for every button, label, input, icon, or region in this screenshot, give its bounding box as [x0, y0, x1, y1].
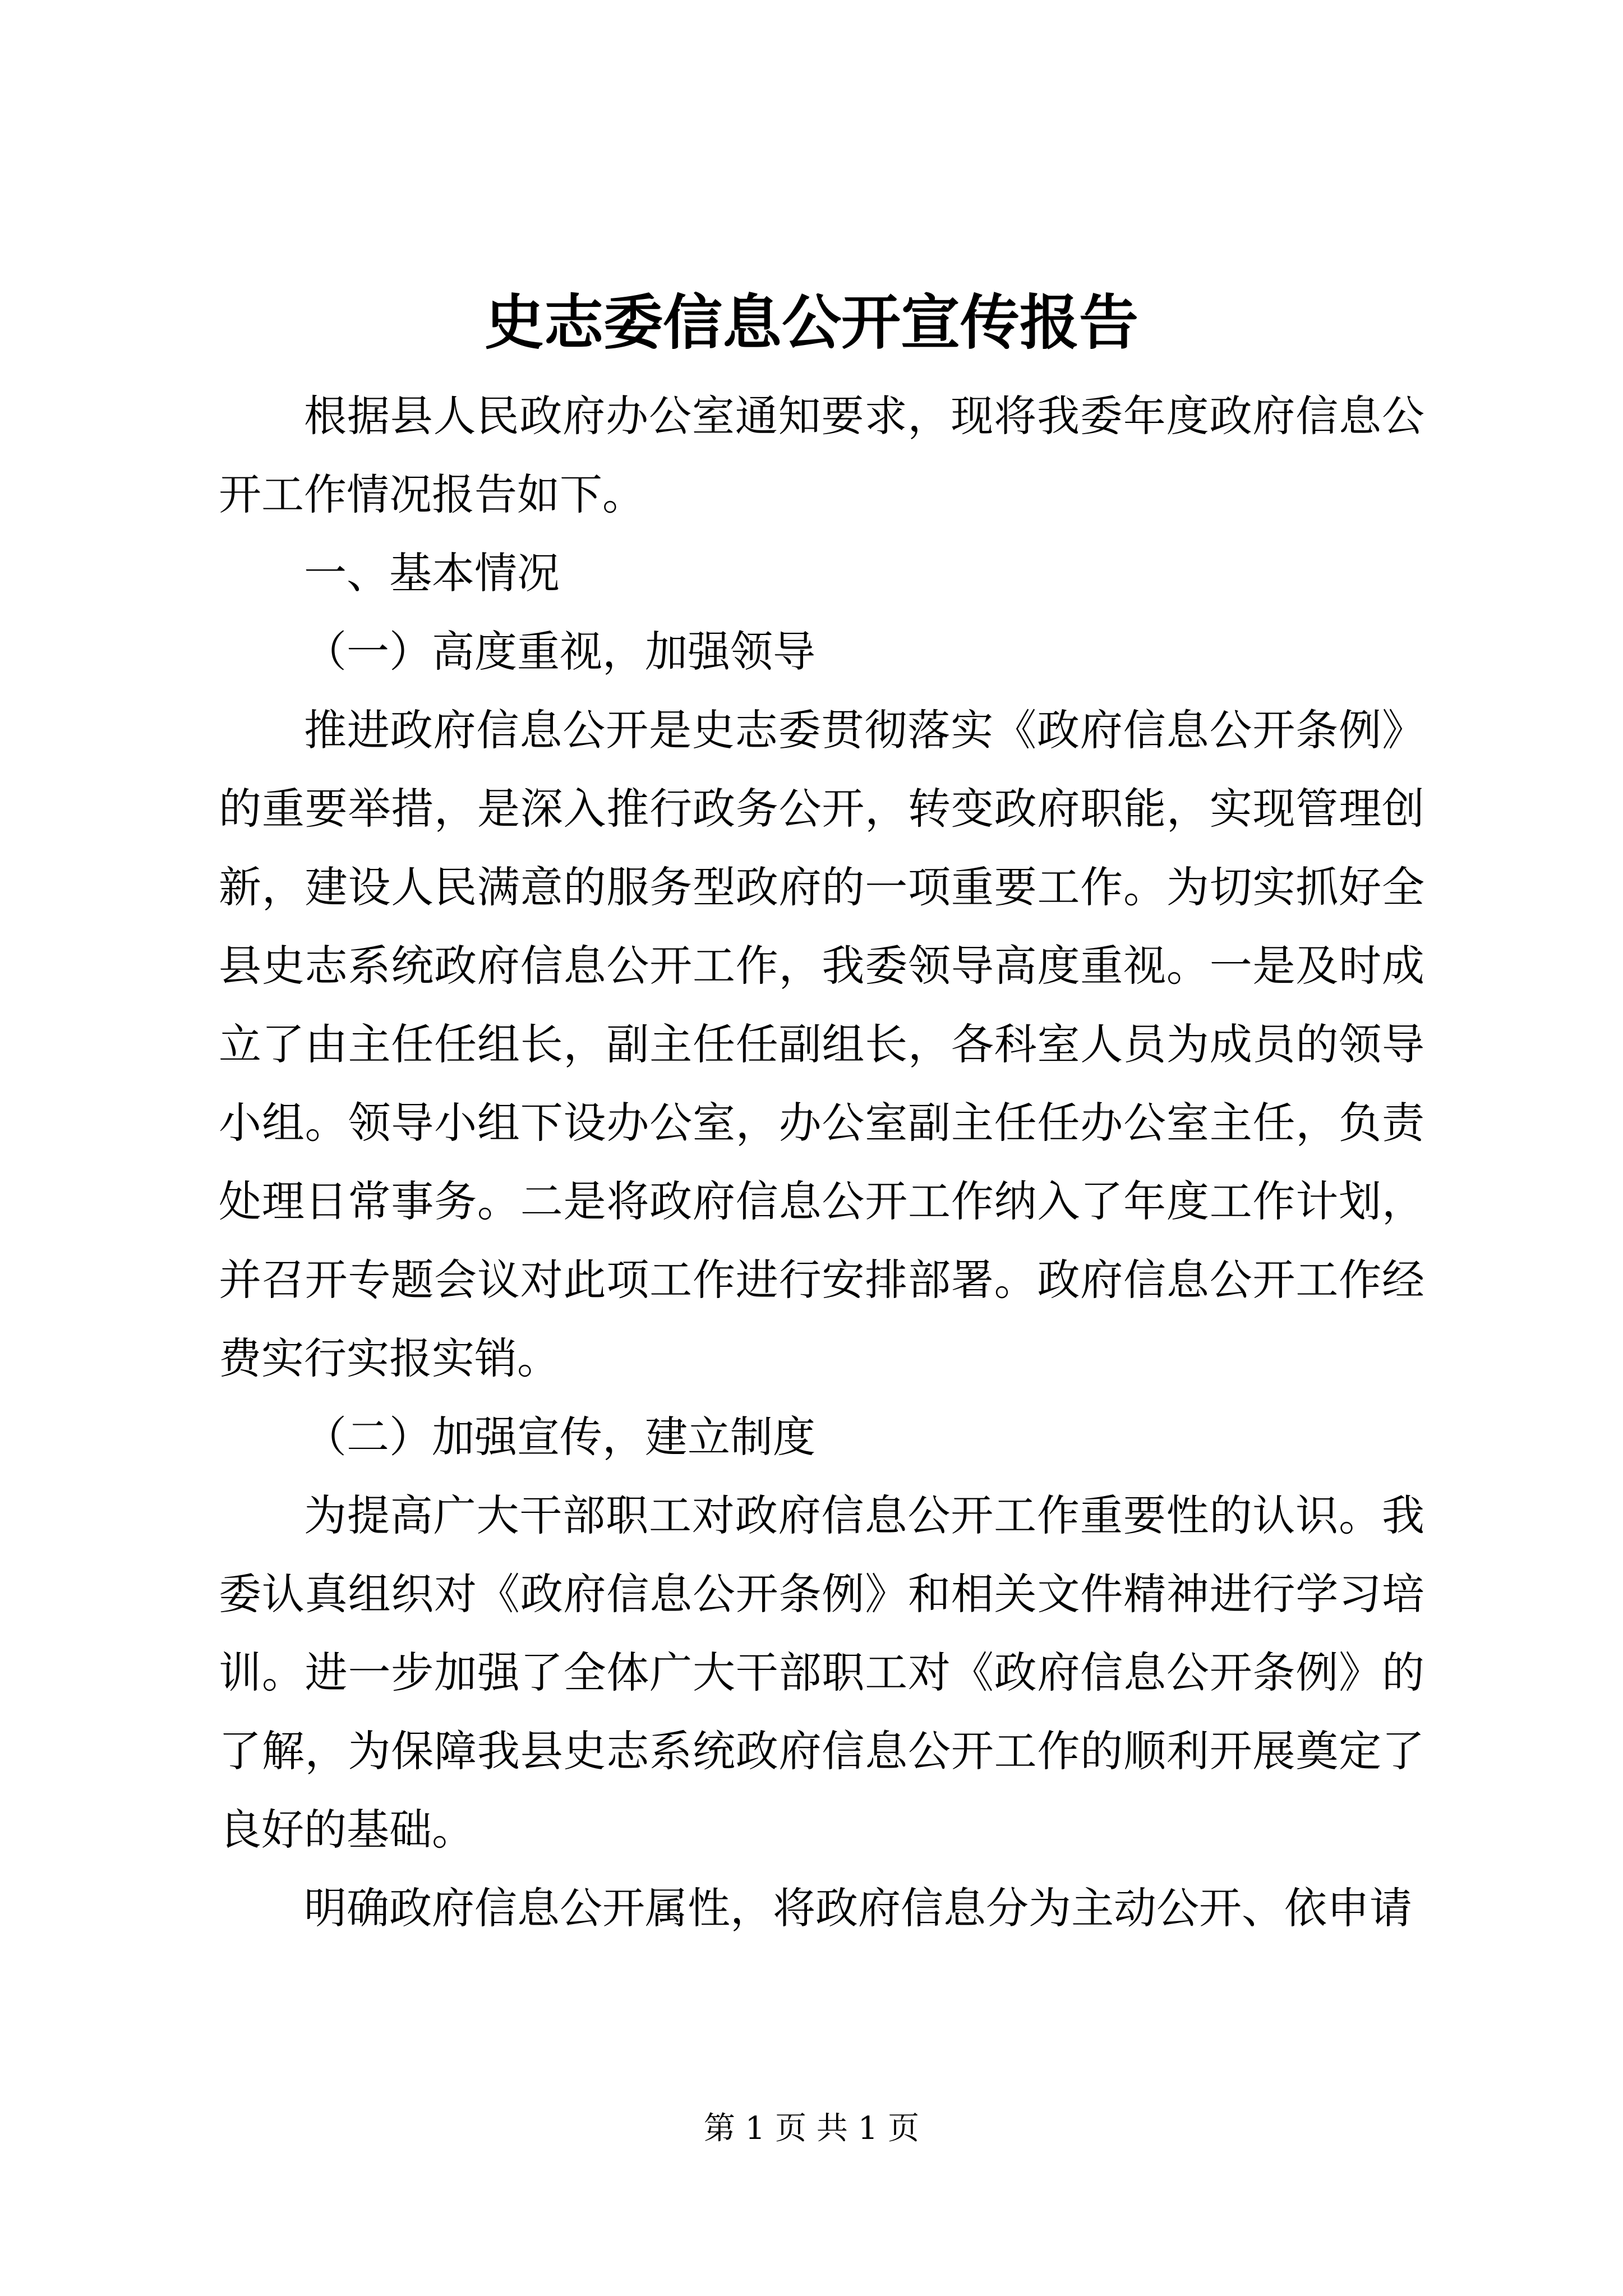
paragraph-intro: 根据县人民政府办公室通知要求，现将我委年度政府信息公开工作情况报告如下。	[219, 391, 1424, 519]
subsection-heading-1: （一）高度重视，加强领导	[304, 627, 815, 677]
page-footer: 第 1 页 共 1 页	[703, 2110, 920, 2147]
document-body	[219, 377, 1424, 1948]
paragraph-publicity: 为提高广大干部职工对政府信息公开工作重要性的认识。我委认真组织对《政府信息公开条例》和相关文件精神进行学习培训。进一步加强了全体广大干部职工对《政府信息公开条例》的了解，为保障我县史志系统政府信息公开工作的顺利开展奠定了良好的基础。	[219, 1490, 1424, 1855]
section-heading-basic: 一、基本情况	[304, 548, 560, 598]
paragraph-attributes: 明确政府信息公开属性，将政府信息分为主动公开、依申请	[304, 1883, 1412, 1933]
subsection-heading-2: （二）加强宣传，建立制度	[304, 1412, 815, 1462]
document-title: 史志委信息公开宣传报告	[485, 287, 1138, 357]
paragraph-leadership: 推进政府信息公开是史志委贯彻落实《政府信息公开条例》的重要举措，是深入推行政务公开，转变政府职能，实现管理创新，建设人民满意的服务型政府的一项重要工作。为切实抓好全县史志系统政府信息公开工作，我委领导高度重视。一是及时成立了由主任任组长，副主任任副组长，各科室人员为成员的领导小组。领导小组下设办公室，办公室副主任任办公室主任，负责处理日常事务。二是将政府信息公开工作纳入了年度工作计划，并召开专题会议对此项工作进行安排部署。政府信息公开工作经费实行实报实销。	[219, 705, 1424, 1383]
